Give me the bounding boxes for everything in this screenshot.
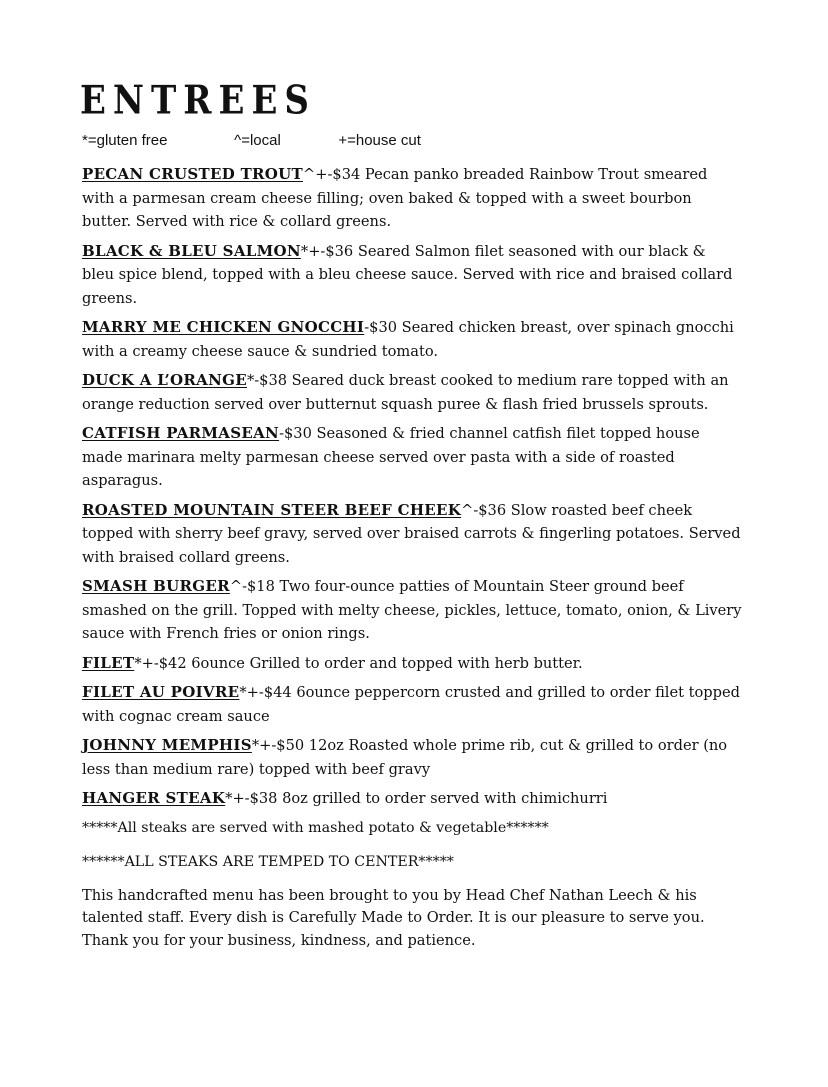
- dish-tags-price: *+-$38: [225, 790, 278, 807]
- dish-name: DUCK A L’ORANGE: [82, 371, 247, 389]
- dish-tags-price: *+-$44: [239, 684, 292, 701]
- dish-description: 8oz grilled to order served with chimichurri: [277, 790, 608, 807]
- closing-message: This handcrafted menu has been brought to you by Head Chef Nathan Leech & his talented staff. Every dish is Carefully Made to Order. It is our pleasure to serve you. Thank you for your business, kindness, and patience.: [82, 886, 705, 949]
- dish-tags-price: *-$38: [246, 372, 288, 389]
- dish-name: PECAN CRUSTED TROUT: [82, 165, 304, 183]
- dish-tags-price: ^-$18: [229, 578, 275, 595]
- dish-description: Slow roasted beef cheek topped with sherry beef gravy, served over braised carrots & fingerling potatoes. Served with braised collard greens.: [82, 501, 741, 566]
- steak-sides-note: *****All steaks are served with mashed potato & vegetable******: [82, 819, 549, 836]
- menu-item: [82, 652, 742, 676]
- dish-tags-price: -$30: [364, 319, 398, 336]
- dish-name: JOHNNY MEMPHIS: [82, 736, 252, 754]
- dish-description: Two four-ounce patties of Mountain Steer ground beef smashed on the grill. Topped with melty cheese, pickles, lettuce, tomato, onion, & Livery sauce with French fries or onion rings.: [82, 578, 742, 642]
- menu-item: [82, 163, 742, 234]
- dish-description: 6ounce peppercorn crusted and grilled to order filet topped with cognac cream sauce: [82, 684, 740, 725]
- menu-item: [82, 240, 742, 311]
- dish-name: ROASTED MOUNTAIN STEER BEEF CHEEK: [82, 500, 462, 519]
- legend-house-cut: +=house cut: [338, 132, 421, 149]
- menu-item: [82, 369, 742, 416]
- dish-description: 6ounce Grilled to order and topped with herb butter.: [186, 654, 583, 672]
- dish-tags-price: *+-$36: [300, 242, 354, 260]
- dish-description: Pecan panko breaded Rainbow Trout smeared with a parmesan cream cheese filling; oven baked & topped with a sweet bourbon butter. Served with rice & collard greens.: [82, 166, 708, 230]
- dish-name: FILET AU POIVRE: [82, 683, 240, 701]
- steak-temp-note: ******ALL STEAKS ARE TEMPED TO CENTER*****: [82, 853, 454, 870]
- menu-item: [82, 681, 742, 728]
- dish-tags-price: *+-$50: [251, 737, 305, 754]
- dish-description: Seared chicken breast, over spinach gnocchi with a creamy cheese sauce & sundried tomato.: [82, 319, 734, 360]
- dish-name: SMASH BURGER: [82, 577, 230, 595]
- page-title: ENTREES: [80, 78, 316, 124]
- dish-tags-price: ^-$36: [461, 501, 507, 519]
- dish-tags-price: *+-$42: [134, 654, 187, 672]
- legend: [82, 132, 421, 149]
- legend-local: ^=local: [234, 132, 281, 149]
- menu-item: [82, 499, 742, 570]
- dish-tags-price: ^+-$34: [303, 166, 361, 183]
- dish-name: BLACK & BLEU SALMON: [82, 241, 301, 260]
- menu-item: [82, 787, 742, 811]
- dish-description: Seared duck breast cooked to medium rare topped with an orange reduction served over butternut squash puree & flash fried brussels sprouts.: [82, 372, 729, 413]
- dish-name: FILET: [82, 653, 135, 672]
- menu-item: [82, 575, 742, 646]
- dish-name: MARRY ME CHICKEN GNOCCHI: [82, 318, 365, 336]
- menu-item: [82, 734, 742, 781]
- menu-item: [82, 316, 742, 363]
- menu-item: [82, 422, 742, 493]
- dish-description: Seasoned & fried channel catfish filet topped house made marinara melty parmesan cheese served over pasta with a side of roasted asparagus.: [82, 425, 700, 489]
- dish-name: HANGER STEAK: [82, 789, 226, 807]
- entrees-list: [82, 163, 742, 967]
- dish-description: Seared Salmon filet seasoned with our black & bleu spice blend, topped with a bleu cheese sauce. Served with rice and braised collard greens.: [82, 242, 733, 307]
- legend-gluten-free: *=gluten free: [82, 132, 168, 149]
- dish-tags-price: -$30: [279, 425, 312, 442]
- dish-name: CATFISH PARMASEAN: [82, 424, 280, 442]
- dish-description: 12oz Roasted whole prime rib, cut & grilled to order (no less than medium rare) topped with beef gravy: [82, 737, 728, 778]
